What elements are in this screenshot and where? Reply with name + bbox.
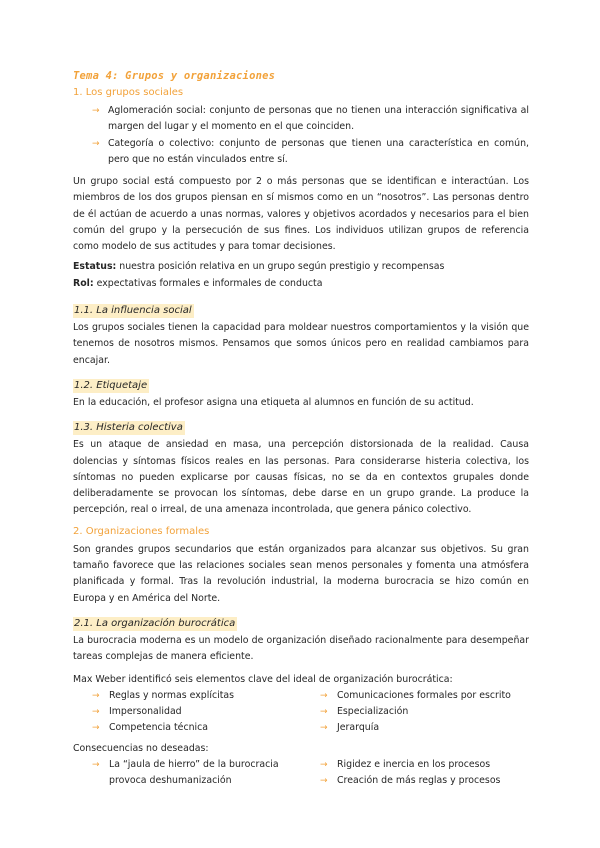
list-item: → Reglas y normas explícitas [73,688,301,704]
subsection-heading-histeria-colectiva: 1.3. Histeria colectiva [74,422,183,434]
subsection-heading-organizacion-burocratica: 2.1. La organización burocrática [74,617,236,629]
consecuencias-intro: Consecuencias no deseadas: [73,742,209,754]
arrow-right-icon: → [320,707,328,718]
arrow-right-icon: → [92,760,100,771]
paragraph-influencia-social: Los grupos sociales tienen la capacidad para moldear nuestros comportamientos y la visión que tenemos de nosotros mismos. Pensamos que somos únicos pero en realidad cambiamos para encajar. [73,322,529,366]
arrow-right-icon: → [92,139,100,149]
list-item: → Categoría o colectivo: conjunto de personas que tienen una característica en común, pero que no están vinculados entre sí. [92,138,529,165]
paragraph-burocracia: La burocracia moderna es un modelo de organización diseñado racionalmente para desempeñar tareas complejas de manera eficiente. [73,634,529,663]
list-item: → Impersonalidad [73,704,301,720]
paragraph-organizaciones-formales: Son grandes grupos secundarios que están organizados para alcanzar sus objetivos. Su gran tamaño favorece que las relaciones sociales sean menos personales y fomenta una atmósfera planificada y formal. Tras la revolución industrial, la moderna burocracia se hizo común en Europa y en América del Norte. [73,543,529,604]
list-item: → Aglomeración social: conjunto de personas que no tienen una interacción significativa al margen del lugar y el momento en el que coinciden. [92,105,529,132]
arrow-right-icon: → [320,760,328,771]
arrow-right-icon: → [320,723,328,734]
arrow-right-icon: → [92,723,100,734]
bullet-list-tipos-agrupacion [73,103,529,168]
list-item: → Especialización [301,704,529,720]
subsection-heading-etiquetaje: 1.2. Etiquetaje [74,379,148,391]
arrow-right-icon: → [320,690,328,701]
list-item: → Rigidez e inercia en los procesos [301,757,529,773]
arrow-right-icon: → [92,690,100,701]
weber-elements-grid [73,688,529,737]
paragraph-histeria-colectiva: Es un ataque de ansiedad en masa, una percepción distorsionada de la realidad. Causa dolencias y síntomas físicos reales en las personas. Para considerarse histeria colectiva, los síntomas no pueden explicarse por causas físicas, no se da en contextos grupales donde deliberadamente se provocan los síntomas, debe darse en un grupo grande. La produce la percepción, real o irreal, de una amenaza incontrolada, que genera pánico colectivo. [73,439,529,516]
list-item: → Creación de más reglas y procesos [301,773,529,789]
paragraph-grupo-social: Un grupo social está compuesto por 2 o más personas que se identifican e interactúan. Los miembros de los dos grupos piensan en sí mismos como en un “nosotros”. Las personas dentro de él actúan de acuerdo a unas normas, valores y objetivos acordados y necesarios para el bien común del grupo y la persecución de sus fines. Los individuos utilizan grupos de referencia como modelo de sus actitudes y para tomar decisiones. [73,176,529,253]
section-heading-organizaciones-formales: 2. Organizaciones formales [73,525,210,537]
subsection-heading-influencia-social: 1.1. La influencia social [74,305,192,317]
consecuencias-grid [73,757,529,790]
definition-estatus: Estatus: nuestra posición relativa en un grupo según prestigio y recompensas [73,261,445,273]
definition-rol: Rol: expectativas formales e informales de conducta [73,277,323,289]
arrow-right-icon: → [92,106,100,116]
paragraph-etiquetaje: En la educación, el profesor asigna una etiqueta al alumnos en función de su actitud. [73,396,474,408]
section-heading-grupos-sociales: 1. Los grupos sociales [73,87,184,98]
list-item: → Comunicaciones formales por escrito [301,688,529,704]
document-content [73,69,529,794]
arrow-right-icon: → [92,707,100,718]
list-item: → Competencia técnica [73,720,301,736]
weber-intro: Max Weber identificó seis elementos clave del ideal de organización burocrática: [73,673,453,685]
list-item: → La “jaula de hierro” de la burocracia provoca deshumanización [92,759,279,787]
arrow-right-icon: → [320,776,328,787]
list-item: → Jerarquía [301,720,529,736]
document-title: Tema 4: Grupos y organizaciones [73,70,276,82]
